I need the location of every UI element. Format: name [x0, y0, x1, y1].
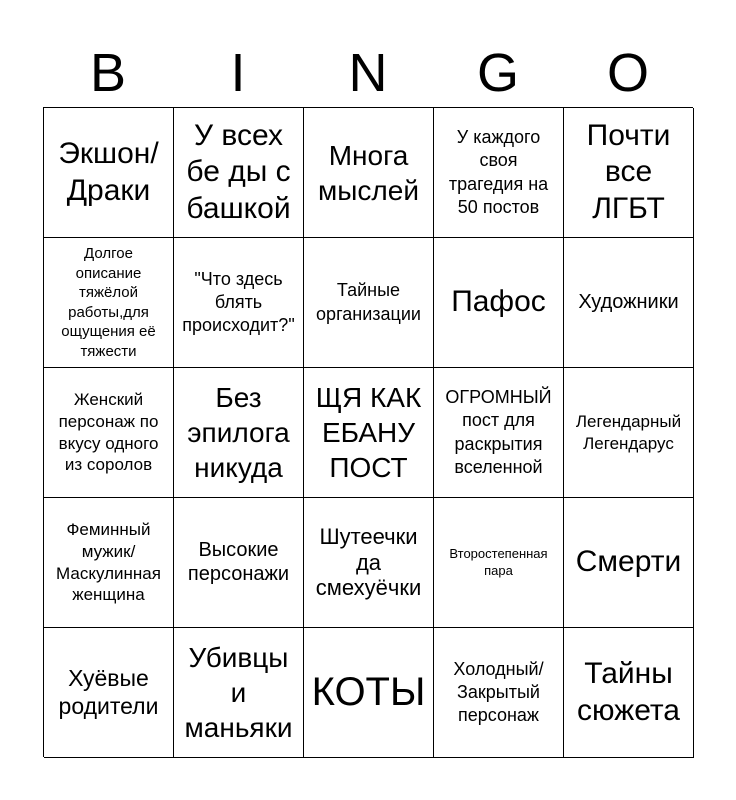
bingo-cell[interactable]: Долгое описание тяжёлой работы,для ощущения её тяжести: [44, 238, 174, 368]
bingo-cell[interactable]: Почти все ЛГБТ: [564, 108, 694, 238]
bingo-cell[interactable]: Экшон/ Драки: [44, 108, 174, 238]
bingo-cell[interactable]: Тайные организации: [304, 238, 434, 368]
bingo-cell[interactable]: "Что здесь блять происходит?": [174, 238, 304, 368]
bingo-cell[interactable]: Смерти: [564, 498, 694, 628]
bingo-cell[interactable]: Феминный мужик/ Маскулинная женщина: [44, 498, 174, 628]
bingo-cell[interactable]: Женский персонаж по вкусу одного из соролов: [44, 368, 174, 498]
bingo-cell[interactable]: Шутеечки да смехуёчки: [304, 498, 434, 628]
header-letter-o: O: [606, 43, 649, 103]
bingo-cell[interactable]: Убивцы и маньяки: [174, 628, 304, 758]
bingo-cell[interactable]: Тайны сюжета: [564, 628, 694, 758]
bingo-cell[interactable]: ОГРОМНЫЙ пост для раскрытия вселенной: [434, 368, 564, 498]
header-letter-n: N: [348, 43, 388, 103]
bingo-cell[interactable]: Холодный/ Закрытый персонаж: [434, 628, 564, 758]
bingo-cell[interactable]: Пафос: [434, 238, 564, 368]
bingo-cell[interactable]: Легендарный Легендарус: [564, 368, 694, 498]
bingo-cell[interactable]: Многа мыслей: [304, 108, 434, 238]
header-letter-g: G: [476, 43, 519, 103]
bingo-grid: [43, 107, 693, 757]
bingo-cell[interactable]: Хуёвые родители: [44, 628, 174, 758]
bingo-cell[interactable]: КОТЫ: [304, 628, 434, 758]
bingo-cell[interactable]: Второстепенная пара: [434, 498, 564, 628]
header-letter-i: I: [230, 43, 246, 103]
bingo-cell[interactable]: ЩЯ КАК ЕБАНУ ПОСТ: [304, 368, 434, 498]
bingo-header: [43, 38, 693, 108]
bingo-cell[interactable]: Художники: [564, 238, 694, 368]
bingo-cell[interactable]: У каждого своя трагедия на 50 постов: [434, 108, 564, 238]
bingo-cell[interactable]: У всех бе ды с башкой: [174, 108, 304, 238]
bingo-cell[interactable]: Без эпилога никуда: [174, 368, 304, 498]
bingo-cell[interactable]: Высокие персонажи: [174, 498, 304, 628]
header-letter-b: B: [89, 43, 127, 103]
